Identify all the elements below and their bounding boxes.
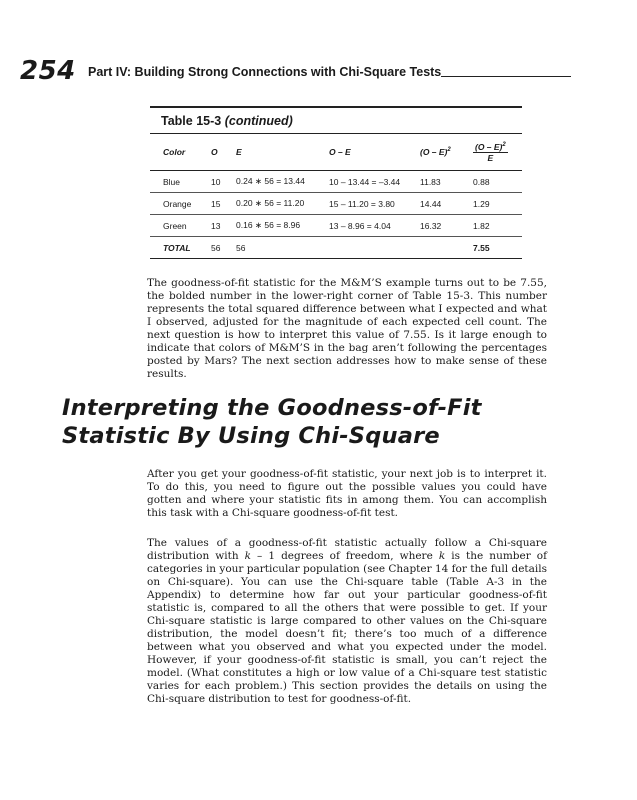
- cell-color: Blue: [150, 171, 211, 193]
- table-caption-label: Table 15-3: [161, 114, 222, 128]
- para3-k2: k: [438, 550, 446, 562]
- cell-ratio: 1.82: [473, 215, 522, 237]
- para3-part2: – 1 degrees of freedom, where: [251, 550, 439, 562]
- cell-difference: 13 – 8.96 = 4.04: [329, 215, 420, 237]
- cell-color: Green: [150, 215, 211, 237]
- cell-squared: 11.83: [420, 171, 473, 193]
- cell-squared: 16.32: [420, 215, 473, 237]
- cell-total-label: TOTAL: [150, 237, 211, 259]
- squared-exponent: 2: [447, 147, 451, 154]
- section-heading-line2: Statistic By Using Chi-Square: [62, 423, 440, 449]
- table-caption: [161, 114, 522, 129]
- col-header-o-minus-e: O – E: [329, 134, 420, 171]
- ratio-numerator: [473, 142, 508, 153]
- table-row: [150, 193, 522, 215]
- page-number: 254: [20, 56, 76, 86]
- section-heading-line1: Interpreting the Goodness-of-Fit: [62, 395, 482, 421]
- col-header-squared: [420, 134, 473, 171]
- col-header-e: E: [236, 134, 329, 171]
- cell-total-expected: 56: [236, 237, 329, 259]
- cell-total-squared: [420, 237, 473, 259]
- ratio-exponent: 2: [502, 141, 506, 148]
- para3-part3: is the number of categories in your particular population (see Chapter 14 for the full details on Chi-square). You can use the Chi-square table (Table A-3 in the Appendix) to determine how far out your particular goodness-of-fit statistic is, compared to all the others that were possible to get. If your Chi-square statistic is large compared to other values on the Chi-square distribution, the model doesn’t fit; there’s too much of a difference between what you observed and what you expected under the model. However, if your goodness-of-fit statistic is small, you can’t reject the model. (What constitutes a high or low value of a Chi-square test statistic varies for each problem.) This section provides the details on using the Chi-square distribution to test for goodness-of-fit.: [147, 550, 547, 705]
- cell-observed: 15: [211, 193, 236, 215]
- para3-k1: k: [244, 550, 252, 562]
- cell-total-difference: [329, 237, 420, 259]
- header-rule: [441, 76, 571, 77]
- table-total-row: [150, 237, 522, 259]
- squared-label: (O – E): [420, 147, 448, 157]
- cell-total-observed: 56: [211, 237, 236, 259]
- data-table: [150, 106, 522, 259]
- table-body: [150, 134, 522, 259]
- cell-squared: 14.44: [420, 193, 473, 215]
- cell-difference: 15 – 11.20 = 3.80: [329, 193, 420, 215]
- cell-expected: 0.16 ∗ 56 = 8.96: [236, 215, 329, 237]
- table-caption-suffix: (continued): [224, 114, 293, 128]
- ratio-fraction: [473, 142, 508, 163]
- cell-ratio: 1.29: [473, 193, 522, 215]
- cell-color: Orange: [150, 193, 211, 215]
- running-header: [20, 56, 560, 86]
- cell-expected: 0.20 ∗ 56 = 11.20: [236, 193, 329, 215]
- cell-observed: 10: [211, 171, 236, 193]
- section-heading: [62, 394, 562, 450]
- cell-expected: 0.24 ∗ 56 = 13.44: [236, 171, 329, 193]
- cell-total-statistic: 7.55: [473, 237, 522, 259]
- table-top-rule: [150, 106, 522, 108]
- col-header-color: Color: [150, 134, 211, 171]
- col-header-ratio: [473, 134, 522, 171]
- part-title: Part IV: Building Strong Connections with Chi-Square Tests: [88, 65, 442, 79]
- paragraph-results: The goodness-of-fit statistic for the M&M’S example turns out to be 7.55, the bolded number in the lower-right corner of Table 15-3. This number represents the total squared difference between what I expected and what I observed, adjusted for the magnitude of each expected cell count. The next question is how to interpret this value of 7.55. Is it large enough to indicate that colors of M&M’S in the bag aren’t following the percentages posted by Mars? The next section addresses how to make sense of these results.: [147, 277, 547, 380]
- paragraph-interpretation: [147, 537, 547, 706]
- paragraph-intro: After you get your goodness-of-fit statistic, your next job is to interpret it. To do this, you need to figure out the possible values you could have gotten and where your statistic fits in among them. You can accomplish this task with a Chi-square goodness-of-fit test.: [147, 468, 547, 519]
- para3-part1: The values of a goodness-of-fit statistic actually follow a Chi-square distribution with: [147, 537, 547, 562]
- table-row: [150, 215, 522, 237]
- table-header-row: [150, 134, 522, 171]
- cell-observed: 13: [211, 215, 236, 237]
- ratio-denominator: E: [487, 152, 494, 163]
- col-header-o: O: [211, 134, 236, 171]
- table-row: [150, 171, 522, 193]
- cell-ratio: 0.88: [473, 171, 522, 193]
- ratio-numerator-text: (O – E): [475, 141, 503, 152]
- cell-difference: 10 – 13.44 = –3.44: [329, 171, 420, 193]
